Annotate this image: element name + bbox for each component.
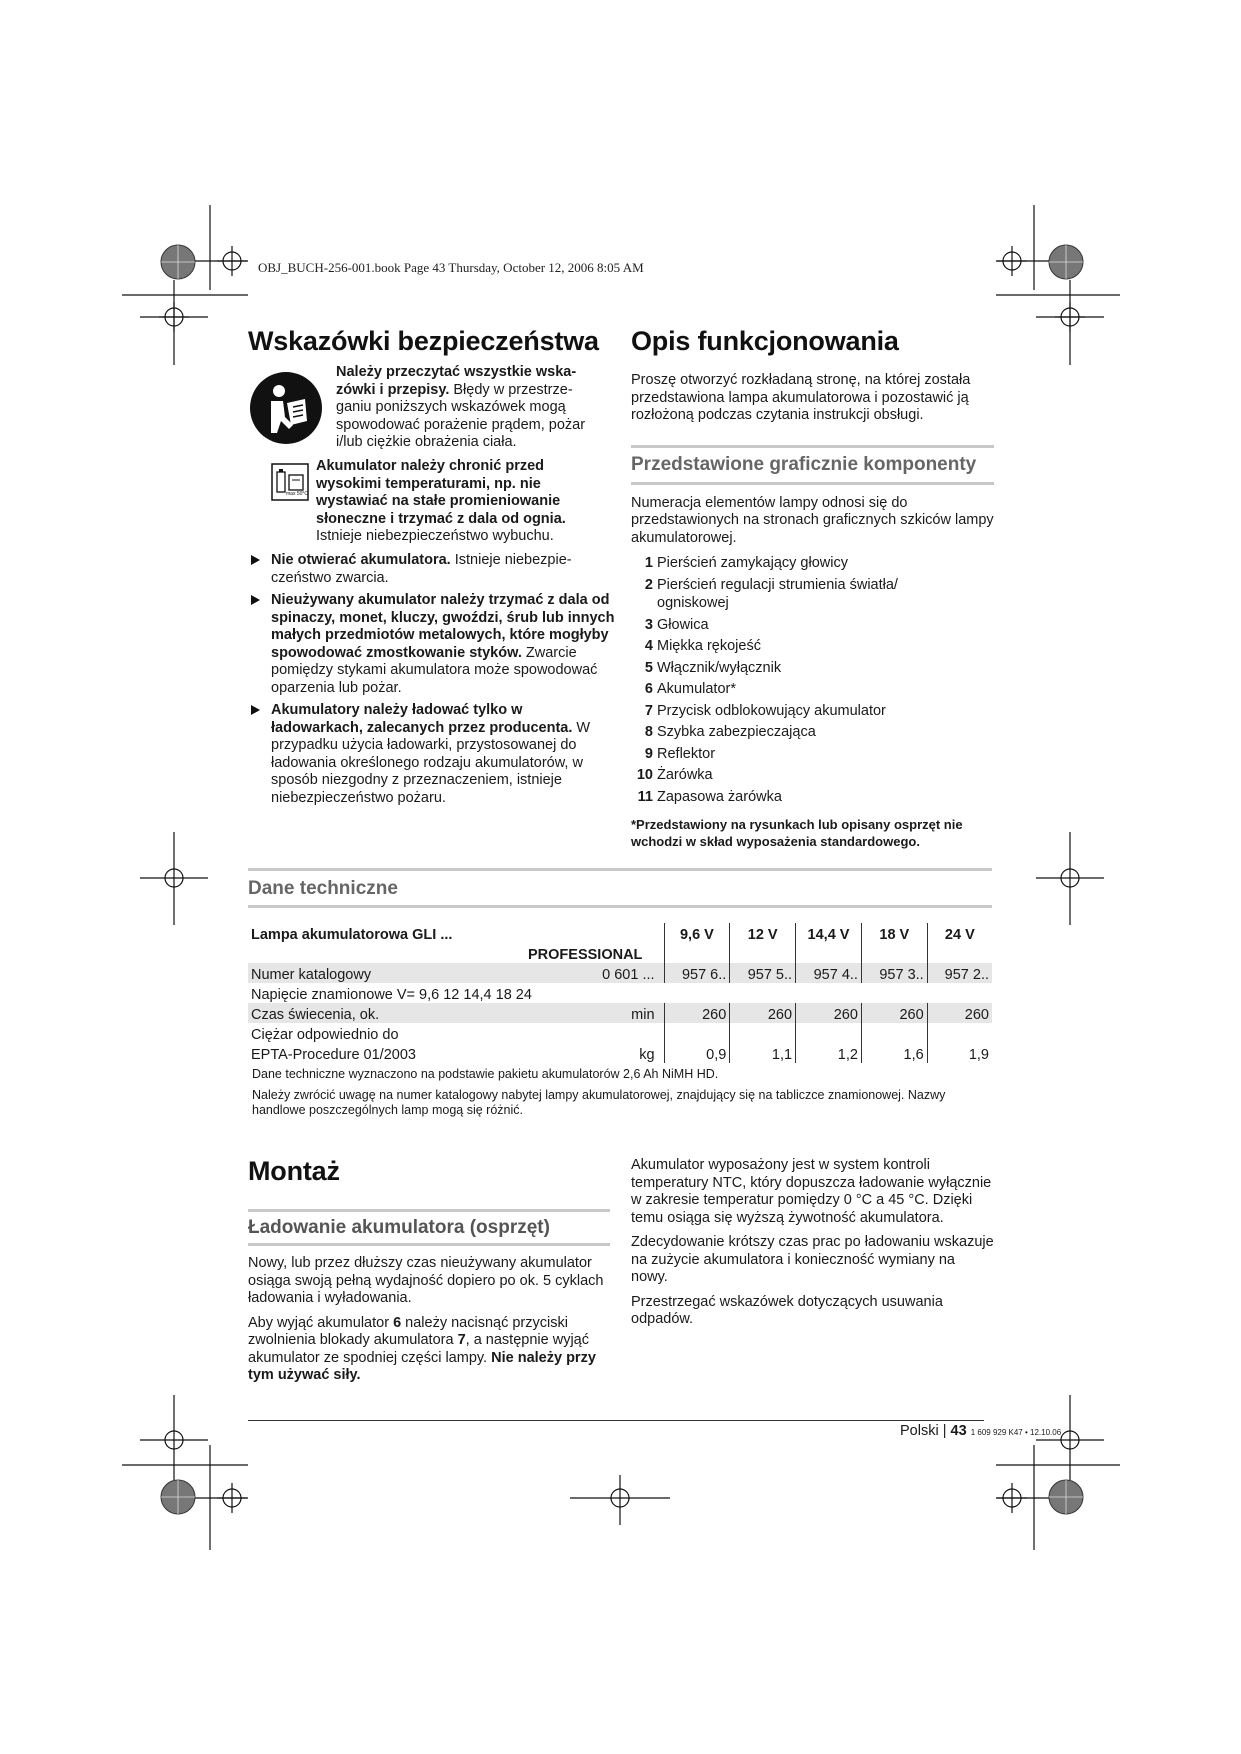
weight-label-1: Ciężar odpowiednio do xyxy=(251,1027,399,1043)
safety-bullet-2 xyxy=(249,592,617,697)
components-rule xyxy=(631,445,994,448)
safety-title: Wskazówki bezpieczeństwa xyxy=(248,326,599,356)
safety-bullet-2-bold: Nieużywany akumulator należy trzymać z dala od spinaczy, monet, kluczy, gwoździ, śrub lub innych małych przedmiotów metalowych, które mogłyby spowodować zmostkowanie styków. xyxy=(271,592,615,661)
assembly-r1: Akumulator wyposażony jest w system kontroli temperatury NTC, który dopuszcza ładowanie wyłącznie w zakresie temperatur pomiędzy 0 °C a 45 °C. Dzięki temu osiąga się wyższą żywotność akumulatora. xyxy=(631,1157,992,1226)
safety-section xyxy=(248,326,618,357)
read-manual-icon xyxy=(249,371,323,445)
safety-bullet-1-bold: Nie otwierać akumulatora. xyxy=(271,552,451,568)
component-num: 9 xyxy=(644,745,653,762)
components-list xyxy=(631,553,1001,808)
component-num: 7 xyxy=(644,702,653,719)
tech-note-2: Należy zwrócić uwagę na numer katalogowy nabytej lampy akumulatorowej, znajdujący się na tabliczce znamionowej. Nazwy handlowe poszczególnych lamp mogą się różnić. xyxy=(252,1088,946,1117)
component-num: 8 xyxy=(644,724,653,740)
file-header-line: OBJ_BUCH-256-001.book Page 43 Thursday, October 12, 2006 8:05 AM xyxy=(258,260,644,275)
nominal-voltage-row: Napięcie znamionowe V= 9,6 12 14,4 18 24 xyxy=(251,987,532,1003)
safety-bullet-3-bold: Akumulatory należy ładować tylko w ładowarkach, zalecanych przez producenta. xyxy=(271,702,573,736)
p2-e: , a następnie wyjąć akumulator ze spodniej części lampy. xyxy=(248,1332,589,1366)
table-cell: 0,9 xyxy=(664,1043,730,1063)
weight-unit: kg xyxy=(639,1047,655,1063)
function-intro: Proszę otworzyć rozkładaną stronę, na której została przedstawiona lampa akumulatorowa i pozostawić ją rozłożoną podczas czytania instrukcji obsługi. xyxy=(631,372,971,423)
tech-section xyxy=(248,868,994,1118)
table-cell: 260 xyxy=(664,1003,730,1023)
bullet-triangle-icon xyxy=(251,555,260,565)
table-cell-label xyxy=(248,963,658,983)
safety-bullets xyxy=(249,552,617,812)
table-row xyxy=(248,1023,992,1043)
component-label: Pierścień regulacji strumienia światła/ xyxy=(657,576,898,593)
component-label: Żarówka xyxy=(657,767,713,783)
safety-heat-rest: Istnieje niebezpieczeństwo wybuchu. xyxy=(316,528,554,544)
table-row xyxy=(248,1003,992,1023)
p2-d: 7 xyxy=(457,1332,466,1348)
charging-title: Ładowanie akumulatora (osprzęt) xyxy=(248,1217,550,1238)
component-label: Głowica xyxy=(657,616,709,633)
safety-bullet-2-rest: Zwarcie pomiędzy stykami akumulatora może spowodować oparzenia lub pożar. xyxy=(271,644,598,696)
component-num: 6 xyxy=(644,681,653,697)
component-num: 3 xyxy=(644,616,653,633)
list-item xyxy=(631,765,1001,787)
table-cell: 260 xyxy=(730,1003,796,1023)
safety-heat-bold: Akumulator należy chronić przed wysokimi temperaturami, np. nie wystawiać na stałe promieniowanie słoneczne i trzymać z dala od ognia. xyxy=(316,458,566,527)
table-cell: 260 xyxy=(796,1003,862,1023)
components-intro: Numeracja elementów lampy odnosi się do przedstawionych na stronach graficznych szkiców lampy akumulatorowej. xyxy=(631,494,994,546)
table-row xyxy=(248,923,992,943)
footer-code: 1 609 929 K47 • 12.10.06 xyxy=(970,1428,1062,1437)
voltage-header: 9,6 V xyxy=(664,923,730,943)
list-item xyxy=(631,636,1001,658)
p2-c: należy nacisnąć przyciski zwolnienia blokady akumulatora xyxy=(248,1314,568,1348)
table-cell: 957 6.. xyxy=(664,963,730,983)
table-cell: 260 xyxy=(927,1003,992,1023)
component-label: Zapasowa żarówka xyxy=(657,788,782,805)
table-row xyxy=(248,963,992,983)
tech-note-1: Dane techniczne wyznaczono na podstawie pakietu akumulatorów 2,6 Ah NiMH HD. xyxy=(252,1067,719,1081)
tech-professional: PROFESSIONAL xyxy=(528,947,643,963)
table-cell-label xyxy=(248,1043,658,1063)
components-rule-bottom xyxy=(631,482,994,485)
lighting-unit: min xyxy=(631,1007,655,1023)
table-cell: 260 xyxy=(861,1003,927,1023)
assembly-r2: Zdecydowanie krótszy czas prac po ładowaniu wskazuje na zużycie akumulatora i konieczność wymiany na nowy. xyxy=(631,1234,994,1285)
assembly-title: Montaż xyxy=(248,1156,340,1186)
catalog-unit: 0 601 ... xyxy=(602,967,655,983)
component-num: 5 xyxy=(644,659,653,676)
safety-intro xyxy=(336,364,608,452)
list-item xyxy=(631,787,1001,809)
component-num: 2 xyxy=(644,576,653,593)
lighting-label: Czas świecenia, ok. xyxy=(251,1007,380,1023)
weight-label-2: EPTA-Procedure 01/2003 xyxy=(251,1047,416,1063)
bullet-triangle-icon xyxy=(251,595,260,605)
assembly-section xyxy=(248,1156,613,1385)
function-section xyxy=(631,326,1001,850)
table-cell: 1,2 xyxy=(796,1043,862,1063)
p2-b: 6 xyxy=(393,1314,402,1331)
safety-bullet-1 xyxy=(249,552,617,587)
table-cell: 957 2.. xyxy=(927,963,992,983)
tech-rule-bottom xyxy=(248,905,992,908)
p2-f: Nie należy przy tym używać siły. xyxy=(248,1349,596,1383)
list-item xyxy=(631,701,1001,723)
list-item xyxy=(631,658,1001,680)
function-title: Opis funkcjonowania xyxy=(631,326,899,356)
table-row xyxy=(248,983,992,1003)
component-num: 10 xyxy=(636,767,653,783)
table-cell: 1,9 xyxy=(927,1043,992,1063)
component-label: Włącznik/wyłącznik xyxy=(657,659,782,676)
assembly-r3: Przestrzegać wskazówek dotyczących usuwania odpadów. xyxy=(631,1293,943,1327)
component-label: Akumulator* xyxy=(657,681,736,697)
footer-language: Polski xyxy=(900,1423,939,1439)
table-cell: 1,6 xyxy=(861,1043,927,1063)
list-item xyxy=(631,679,1001,701)
safety-heat-warning xyxy=(316,458,612,546)
components-title: Przedstawione graficznie komponenty xyxy=(631,453,977,475)
component-num: 11 xyxy=(637,788,653,805)
list-item xyxy=(631,744,1001,766)
component-label: Przycisk odblokowujący akumulator xyxy=(657,702,886,719)
components-footnote: *Przedstawiony na rysunkach lub opisany osprzęt nie wchodzi w skład wyposażenia standardowego. xyxy=(631,817,963,849)
list-item xyxy=(631,615,1001,637)
list-item xyxy=(631,722,1001,744)
catalog-label: Numer katalogowy xyxy=(251,967,372,983)
page-footer xyxy=(900,1423,1061,1439)
tech-table xyxy=(248,923,992,1063)
voltage-header: 14,4 V xyxy=(796,923,862,943)
battery-temperature-icon-label: max 50°C xyxy=(286,491,309,497)
safety-intro-bold: Należy przeczytać wszystkie wska-zówki i przepisy. xyxy=(336,364,577,398)
safety-bullet-3 xyxy=(249,702,617,807)
safety-bullet-1-rest: Istnieje niebezpie-czeństwo zwarcia. xyxy=(271,552,572,586)
charging-rule-top xyxy=(248,1209,610,1212)
component-label: Pierścień zamykający głowicy xyxy=(657,555,848,571)
footer-separator: | xyxy=(942,1423,947,1439)
footer-page-number: 43 xyxy=(950,1423,967,1439)
safety-bullet-3-rest: W przypadku użycia ładowarki, przystosowanej do ładowania określonego rodzaju akumulatorów, w sposób niezgodny z przeznaczeniem, istnieje niebezpieczeństwo pożaru. xyxy=(271,719,591,806)
component-num: 1 xyxy=(644,555,653,571)
component-label: Szybka zabezpieczająca xyxy=(657,724,816,740)
p2-a: Aby wyjąć akumulator xyxy=(248,1314,394,1331)
tech-product: Lampa akumulatorowa GLI ... xyxy=(251,927,453,943)
footer-rule xyxy=(248,1420,984,1421)
table-cell: 1,1 xyxy=(730,1043,796,1063)
component-label: Miękka rękojeść xyxy=(657,638,761,654)
list-item-continuation: ogniskowej xyxy=(657,595,729,611)
charging-p2 xyxy=(248,1315,613,1385)
table-cell: 957 5.. xyxy=(730,963,796,983)
table-row xyxy=(248,1043,992,1063)
charging-rule-bottom xyxy=(248,1243,610,1246)
tech-title: Dane techniczne xyxy=(248,878,398,899)
voltage-header: 12 V xyxy=(730,923,796,943)
battery-temperature-icon xyxy=(270,462,310,502)
charging-p1: Nowy, lub przez dłuższy czas nieużywany akumulator osiąga swoją pełną wydajność dopiero po ok. 5 cyklach ładowania i wyładowania. xyxy=(248,1255,604,1306)
voltage-header: 24 V xyxy=(927,923,992,943)
table-cell-label xyxy=(248,1003,658,1023)
bullet-triangle-icon xyxy=(251,705,260,715)
tech-rule-top xyxy=(248,868,992,871)
voltage-header: 18 V xyxy=(861,923,927,943)
assembly-right-column xyxy=(631,1157,995,1329)
component-label: Reflektor xyxy=(657,745,716,762)
table-cell: 957 4.. xyxy=(796,963,862,983)
component-num: 4 xyxy=(644,638,653,654)
table-row xyxy=(248,943,992,963)
table-cell: 957 3.. xyxy=(861,963,927,983)
safety-intro-rest: Błędy w przestrze-ganiu poniższych wskazówek mogą spowodować porażenie prądem, pożar i/lub ciężkie obrażenia ciała. xyxy=(336,381,586,450)
list-item xyxy=(631,553,1001,575)
